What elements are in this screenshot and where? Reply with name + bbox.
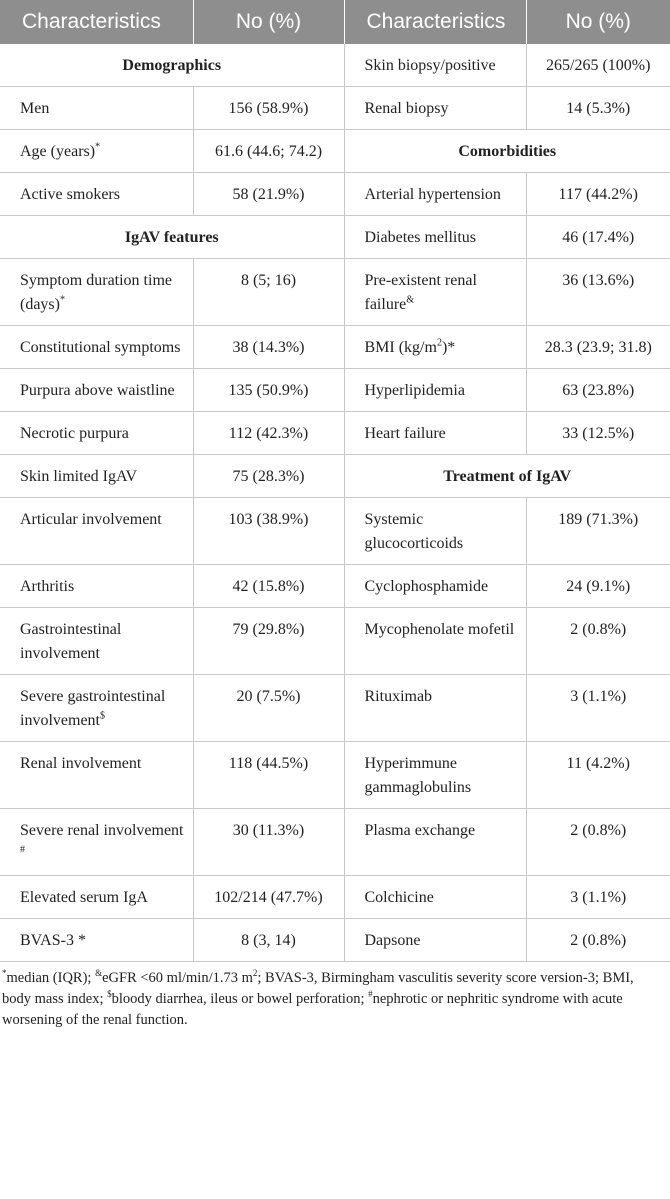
label-text: Colchicine (364, 889, 434, 906)
section-heading: Comorbidities (344, 130, 670, 173)
label-text: Diabetes mellitus (364, 229, 477, 246)
table-row (0, 412, 670, 455)
count-value: 61.6 (44.6; 74.2) (193, 130, 344, 173)
table-row (0, 608, 670, 675)
section-heading: IgAV features (0, 216, 344, 259)
section-heading: Demographics (0, 44, 344, 87)
label-text: Rituximab (364, 688, 433, 705)
table-row (0, 919, 670, 962)
characteristic-label (344, 608, 526, 675)
count-value: 79 (29.8%) (193, 608, 344, 675)
table-row (0, 565, 670, 608)
table-header (0, 0, 670, 44)
header-characteristics-right: Characteristics (344, 0, 526, 44)
table-row (0, 742, 670, 809)
label-text: BVAS-3 * (20, 932, 86, 949)
table-footnote (0, 962, 670, 1031)
label-text: Dapsone (364, 932, 421, 949)
count-value: 63 (23.8%) (526, 369, 670, 412)
footnote-text: eGFR <60 ml/min/1.73 m (102, 970, 253, 986)
footnote-marker: 2 (436, 337, 442, 349)
label-text: Skin limited IgAV (20, 468, 138, 485)
characteristic-label (0, 87, 193, 130)
label-text: Pre-existent renal failure (364, 272, 477, 313)
label-text: Hyperimmune gammaglobulins (364, 755, 472, 796)
label-text: Skin biopsy/positive (364, 57, 496, 74)
table-row (0, 259, 670, 326)
footnote-marker: * (59, 294, 65, 306)
label-text: Severe gastrointestinal involvement (20, 688, 166, 729)
label-suffix: )* (441, 339, 456, 356)
characteristic-label (0, 130, 193, 173)
label-text: Mycophenolate mofetil (364, 621, 515, 638)
characteristic-label (344, 259, 526, 326)
label-text: BMI (kg/m (364, 339, 437, 356)
label-text: Symptom duration time (days) (20, 272, 172, 313)
table-row (0, 369, 670, 412)
count-value: 28.3 (23.9; 31.8) (526, 326, 670, 369)
characteristic-label (344, 675, 526, 742)
count-value: 33 (12.5%) (526, 412, 670, 455)
footnote-marker: # (368, 989, 373, 1000)
count-value: 8 (3, 14) (193, 919, 344, 962)
label-text: Hyperlipidemia (364, 382, 465, 399)
footnote-text: median (IQR); (6, 970, 96, 986)
count-value: 118 (44.5%) (193, 742, 344, 809)
table-row (0, 87, 670, 130)
label-text: Severe renal involvement (20, 822, 184, 839)
characteristic-label (0, 326, 193, 369)
table-row (0, 498, 670, 565)
count-value: 117 (44.2%) (526, 173, 670, 216)
count-value: 46 (17.4%) (526, 216, 670, 259)
count-value: 3 (1.1%) (526, 876, 670, 919)
count-value: 265/265 (100%) (526, 44, 670, 87)
header-count-right: No (%) (526, 0, 670, 44)
count-value: 11 (4.2%) (526, 742, 670, 809)
table-row (0, 876, 670, 919)
footnote-marker: 2 (252, 968, 258, 979)
characteristic-label (344, 742, 526, 809)
characteristic-label (344, 369, 526, 412)
characteristic-label (0, 369, 193, 412)
count-value: 42 (15.8%) (193, 565, 344, 608)
label-text: Arterial hypertension (364, 186, 501, 203)
table-row (0, 809, 670, 876)
characteristic-label (344, 87, 526, 130)
count-value: 3 (1.1%) (526, 675, 670, 742)
characteristic-label (344, 919, 526, 962)
table-row (0, 216, 670, 259)
count-value: 135 (50.9%) (193, 369, 344, 412)
footnote-marker: & (406, 294, 415, 306)
characteristic-label (0, 675, 193, 742)
table-row (0, 173, 670, 216)
label-text: Plasma exchange (364, 822, 476, 839)
characteristic-label (344, 498, 526, 565)
count-value: 75 (28.3%) (193, 455, 344, 498)
count-value: 20 (7.5%) (193, 675, 344, 742)
table-row (0, 326, 670, 369)
label-text: Arthritis (20, 578, 75, 595)
header-count-left: No (%) (193, 0, 344, 44)
count-value: 58 (21.9%) (193, 173, 344, 216)
label-text: Purpura above waistline (20, 382, 175, 399)
label-text: Systemic glucocorticoids (364, 511, 464, 552)
table-body (0, 44, 670, 962)
label-text: Necrotic purpura (20, 425, 129, 442)
footnote-text: nephrotic or nephritic syndrome with acute worsening of the renal function. (2, 991, 623, 1028)
table-row (0, 44, 670, 87)
characteristic-label (344, 326, 526, 369)
count-value: 8 (5; 16) (193, 259, 344, 326)
count-value: 30 (11.3%) (193, 809, 344, 876)
characteristic-label (0, 259, 193, 326)
characteristic-label (344, 565, 526, 608)
footnote-marker: $ (107, 989, 112, 1000)
count-value: 36 (13.6%) (526, 259, 670, 326)
footnote-marker: * (95, 141, 101, 153)
count-value: 156 (58.9%) (193, 87, 344, 130)
footnote-marker: * (2, 968, 7, 979)
characteristic-label (344, 876, 526, 919)
count-value: 38 (14.3%) (193, 326, 344, 369)
characteristic-label (344, 44, 526, 87)
characteristic-label (344, 173, 526, 216)
characteristic-label (0, 608, 193, 675)
characteristic-label (0, 742, 193, 809)
section-heading: Treatment of IgAV (344, 455, 670, 498)
count-value: 103 (38.9%) (193, 498, 344, 565)
characteristic-label (0, 876, 193, 919)
characteristic-label (0, 498, 193, 565)
label-text: Age (years) (20, 143, 96, 160)
characteristic-label (344, 809, 526, 876)
count-value: 2 (0.8%) (526, 809, 670, 876)
label-text: Active smokers (20, 186, 120, 203)
table-row (0, 455, 670, 498)
footnote-marker: & (95, 968, 103, 979)
table-row (0, 130, 670, 173)
footnote-text: ; BVAS-3, Birmingham vasculitis severity score version-3; BMI, body mass index; (2, 970, 634, 1007)
label-text: Renal biopsy (364, 100, 449, 117)
footnote-text: bloody diarrhea, ileus or bowel perforation; (111, 991, 369, 1007)
footnote-marker: # (20, 844, 25, 856)
label-text: Constitutional symptoms (20, 339, 181, 356)
count-value: 189 (71.3%) (526, 498, 670, 565)
characteristic-label (344, 412, 526, 455)
label-text: Articular involvement (20, 511, 162, 528)
count-value: 2 (0.8%) (526, 919, 670, 962)
count-value: 14 (5.3%) (526, 87, 670, 130)
count-value: 24 (9.1%) (526, 565, 670, 608)
characteristic-label (0, 919, 193, 962)
characteristic-label (0, 455, 193, 498)
label-text: Elevated serum IgA (20, 889, 148, 906)
label-text: Men (20, 100, 50, 117)
characteristic-label (344, 216, 526, 259)
label-text: Renal involvement (20, 755, 142, 772)
label-text: Heart failure (364, 425, 446, 442)
header-characteristics-left: Characteristics (0, 0, 193, 44)
table-row (0, 675, 670, 742)
characteristic-label (0, 565, 193, 608)
label-text: Gastrointestinal involvement (20, 621, 122, 662)
footnote-marker: $ (99, 710, 105, 722)
characteristic-label (0, 412, 193, 455)
count-value: 2 (0.8%) (526, 608, 670, 675)
label-text: Cyclophosphamide (364, 578, 489, 595)
count-value: 102/214 (47.7%) (193, 876, 344, 919)
characteristic-label (0, 173, 193, 216)
count-value: 112 (42.3%) (193, 412, 344, 455)
characteristic-label (0, 809, 193, 876)
